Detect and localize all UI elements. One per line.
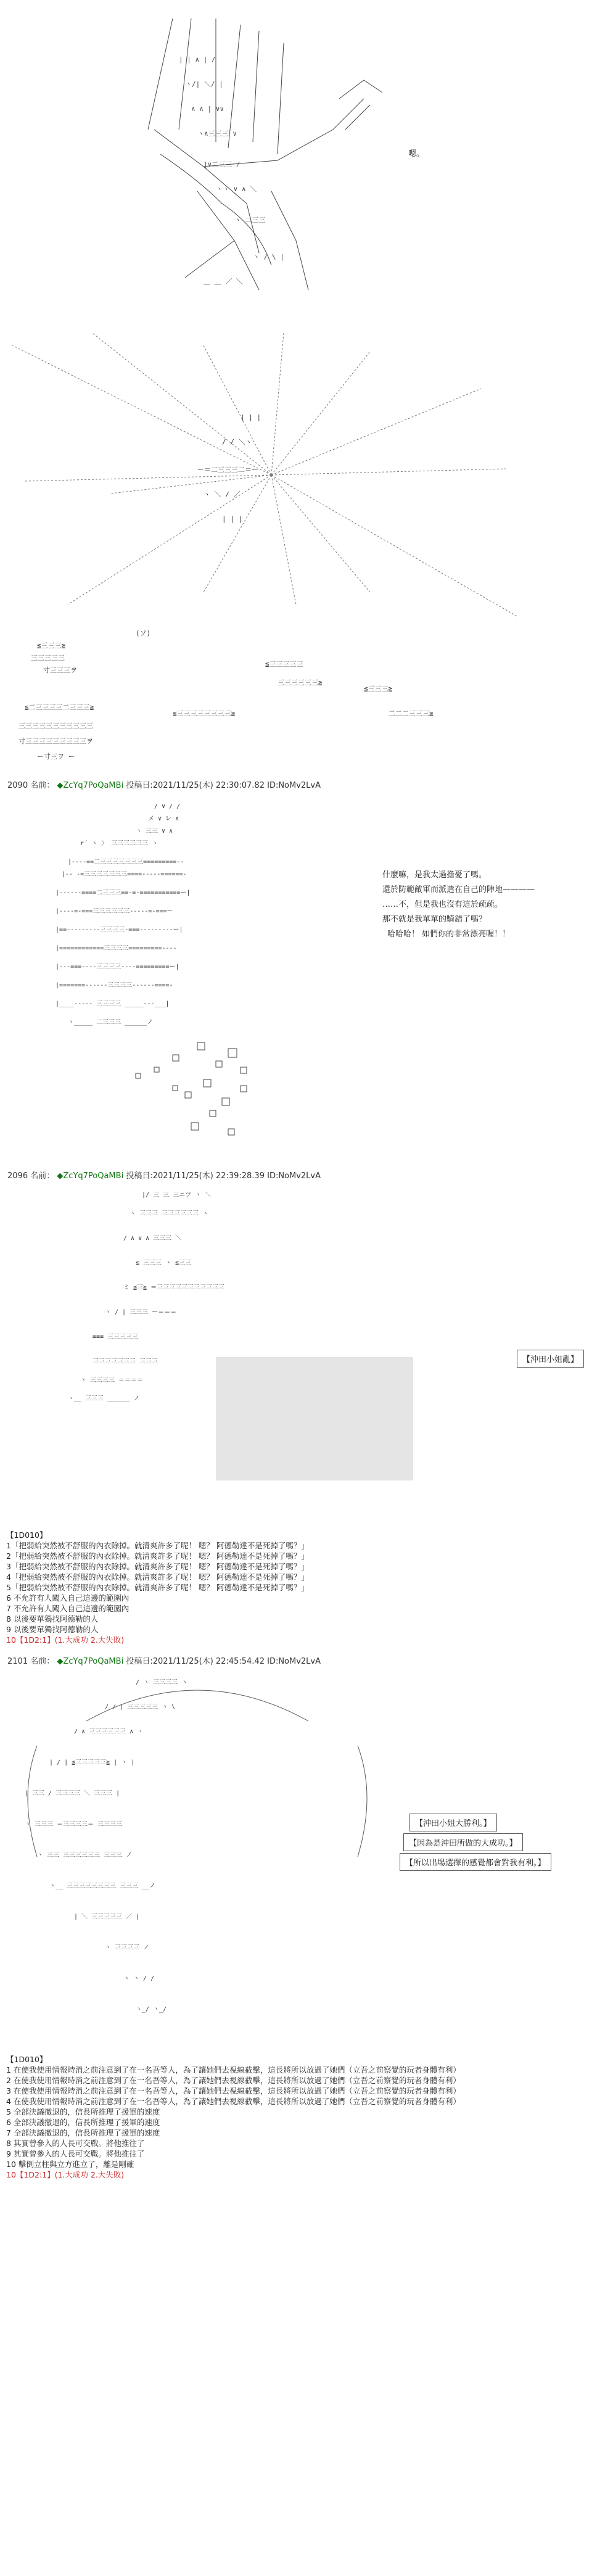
svg-text:/ ∧ ∨ ∧ 三三三 ＼: / ∧ ∨ ∧ 三三三 ＼ (123, 1235, 182, 1242)
svg-text:ヽ / | 三三三 ー＝＝＝: ヽ / | 三三三 ー＝＝＝ (105, 1309, 177, 1316)
post-header-2096 (7, 1169, 321, 1181)
svg-text:≦三三三三三: ≦三三三三三 (265, 660, 303, 668)
svg-text:ヽ 三三三 ＝三三三三＝ 三三三三: ヽ 三三三 ＝三三三三＝ 三三三三 (25, 1821, 123, 1828)
post-header-2101 (7, 1654, 321, 1666)
dice-result: 10【1D2:1】(1.大成功 2.大失敗) (6, 1635, 125, 1645)
dialogue-line-3: ……不，但是我也沒有這於疏疏。 (382, 900, 503, 909)
option-list-2101 (6, 2054, 461, 2180)
svg-text:ヽ / \ |: ヽ / \ | (253, 253, 284, 261)
scattered-figures-art (12, 623, 555, 771)
svg-text:/ / ＼ヽ: / / ＼ヽ (222, 438, 252, 446)
svg-text:/ ヽ 三三三三 ヽ: / ヽ 三三三三 ヽ (136, 1679, 188, 1686)
post-number: 2096 (7, 1171, 28, 1181)
option-item: 3「把弱給突然被不舒服的內衣除掉。就清爽許多了呢！ 嗯？ 阿德勒達不是死掉了嗎？」 (6, 1562, 309, 1571)
svg-text:| | |: | | | (222, 515, 243, 523)
svg-text:| | ∧ | /: | | ∧ | / (179, 56, 216, 64)
speaker-box-3: 【所以出場選擇的感覺都會對我有利。】 (400, 1853, 551, 1871)
svg-text:∧ ∧ | ∨∨: ∧ ∧ | ∨∨ (191, 105, 224, 113)
dialogue-line-5: 哈哈哈！ 如們你的非常漂亮喔！！ (387, 930, 511, 939)
option-item: 2「把弱給突然被不舒服的內衣除掉。就清爽許多了呢！ 嗯？ 阿德勒達不是死掉了嗎？」 (6, 1551, 309, 1561)
svg-text:ヽ__ 三三三三三三三三 三三三 __ノ: ヽ__ 三三三三三三三三 三三三 __ノ (49, 1883, 156, 1889)
svg-text:(ソ): (ソ) (136, 629, 151, 637)
svg-text:/ ∧ 三三三三三三 ∧ ヽ: / ∧ 三三三三三三 ∧ ヽ (74, 1728, 144, 1735)
svg-text:ー寸三ヲ ー: ー寸三ヲ ー (37, 753, 75, 761)
svg-text:寸三三三ヲ: 寸三三三ヲ (43, 666, 77, 674)
option-item: 2 在使我使用情報時消之前注意到了在一名吾等人，為了讓她們去視線截擊，這長將所以放過了她們（立吾之前察覺的玩者身體有利） (6, 2076, 461, 2085)
svg-text:≦三三三≧: ≦三三三≧ (37, 642, 66, 650)
svg-text:/ ∨ / /: / ∨ / / (154, 803, 181, 810)
option-item: 7 不允許有人闖入自己這邊的範圍內 (6, 1604, 130, 1613)
svg-text:ヽ__ 三三三 ______ ノ: ヽ__ 三三三 ______ ノ (68, 1395, 140, 1402)
option-item: 5「把弱給突然被不舒服的內衣除掉。就清爽許多了呢！ 嗯？ 阿德勒達不是死掉了嗎？」 (6, 1583, 309, 1592)
svg-text:≦三三三≧: ≦三三三≧ (364, 685, 393, 693)
ascii-art-hand (74, 6, 506, 327)
option-item: 4「把弱給突然被不舒服的內衣除掉。就清爽許多了呢！ 嗯？ 阿德勒達不是死掉了嗎？」 (6, 1572, 309, 1582)
svg-text:メ ∨ レ ∧: メ ∨ レ ∧ (148, 815, 179, 822)
post-number: 2090 (7, 781, 28, 790)
panel-4 (0, 796, 613, 1166)
svg-text:/ / | 三三三三三 ヽ \: / / | 三三三三三 ヽ \ (105, 1704, 176, 1711)
svg-text:|----=-===三三三三三三-----=-===ー: |----=-===三三三三三三-----=-===ー (56, 908, 173, 915)
svg-text:ヽ_/ ヽ_/: ヽ_/ ヽ_/ (136, 2006, 167, 2013)
svg-text:二二二三三三≧: 二二二三三三≧ (389, 709, 434, 717)
svg-text:|∨二三三 /: |∨二三三 / (204, 160, 241, 168)
speaker-box-2: 【因為是沖田所做的大成功。】 (403, 1833, 523, 1851)
post-author[interactable]: ◆ZcYq7PoQaMBi (57, 781, 124, 790)
panel-3 (0, 623, 613, 777)
svg-text:ヽ 三三三 三三三三三三 ヽ: ヽ 三三三 三三三三三三 ヽ (130, 1210, 209, 1217)
armored-figure-art (43, 796, 401, 1141)
option-item: 1「把弱給突然被不舒服的內衣除掉。就清爽許多了呢！ 嗯？ 阿德勒達不是死掉了嗎？」 (6, 1541, 309, 1550)
svg-text:≦三三三三三三三三≧: ≦三三三三三三三三≧ (173, 709, 236, 717)
post-name-label: 名前： (30, 1171, 55, 1181)
svg-text:|============三三三三=========----: |============三三三三=========---- (56, 945, 177, 952)
svg-text:ヽ_____ 二三三三 ______ノ: ヽ_____ 二三三三 ______ノ (68, 1019, 154, 1026)
svg-text:r´ ヽ 〉 三三三三三三 ヽ: r´ ヽ 〉 三三三三三三 ヽ (80, 840, 158, 847)
svg-text:ヽ ヽ / /: ヽ ヽ / / (123, 1975, 155, 1982)
dice-result: 10【1D2:1】(1.大成功 2.大失敗) (6, 2170, 125, 2179)
svg-text:＿ ＿ ／ ＼: ＿ ＿ ／ ＼ (204, 278, 243, 286)
panel-5 (0, 1184, 613, 1505)
svg-text:|-- -=三三三三三三三====-----======-: |-- -=三三三三三三三====-----======- (62, 871, 187, 878)
option-item: 9 以後要單獨找阿德勒的人 (6, 1625, 99, 1634)
option-item: 5 全部決議撤退的，信長所推理了援軍的速度 (6, 2107, 160, 2116)
svg-text:|------====二三三三==-=-==========: |------====二三三三==-=-===========ー| (56, 890, 191, 896)
svg-text:ヽ 三三三三 ＝＝＝＝: ヽ 三三三三 ＝＝＝＝ (80, 1377, 144, 1384)
svg-text:| 三三 / 三三三三 ＼ 三三三 |: | 三三 / 三三三三 ＼ 三三三 | (25, 1790, 120, 1797)
svg-text:ヽ ＼ / ／: ヽ ＼ / ／ (204, 490, 241, 498)
option-head: 【1D010】 (6, 2055, 47, 2064)
svg-text:| ＼ 三三三三三 ／ |: | ＼ 三三三三三 ／ | (74, 1913, 140, 1920)
svg-text:|---===----三三三三----=========ー|: |---===----三三三三----=========ー| (56, 964, 179, 970)
option-item: 1 在使我使用情報時消之前注意到了在一名吾等人，為了讓她們去視線截擊，這長將所以放過了她們（立吾之前察覺的玩者身體有利） (6, 2065, 461, 2074)
panel-6 (0, 1672, 613, 2042)
post-date: 投稿日:2021/11/25(木) 22:39:28.39 ID:NoMv2LvA (126, 1171, 321, 1181)
option-item: 10 擊倒立柱與立方進立了，離是剛確 (6, 2160, 134, 2169)
svg-text:| / | ≦三三三三三≧ | ヽ |: | / | ≦三三三三三≧ | ヽ | (49, 1759, 135, 1766)
svg-text:寸三三三三三三三三三ヲ: 寸三三三三三三三三三ヲ (19, 737, 93, 745)
svg-text:ヽ 三三三三 ノ: ヽ 三三三三 ノ (105, 1944, 150, 1951)
svg-text:|----==二三三三三三三三=========--: |----==二三三三三三三三=========-- (68, 859, 184, 865)
svg-text:| | |: | | | (241, 413, 261, 421)
post-author[interactable]: ◆ZcYq7PoQaMBi (57, 1657, 124, 1666)
option-head: 【1D010】 (6, 1530, 47, 1540)
dialogue-line-2: 還於防範敵軍而派遣在自己的陣地———— (382, 885, 535, 894)
option-list-2096 (6, 1530, 309, 1645)
svg-text:三三三三三三≧: 三三三三三三≧ (278, 679, 323, 687)
speaker-box-1: 【沖田小姐大勝利。】 (409, 1814, 497, 1831)
option-item: 6 不允許有人闖入自己這邊的範圍內 (6, 1593, 130, 1603)
sword-figure-art (56, 1184, 438, 1499)
svg-text:ヽ 三三 ∨ ∧: ヽ 三三 ∨ ∧ (136, 828, 173, 835)
post-header-2090 (7, 778, 321, 790)
option-item: 8 以後要單獨找阿德勒的人 (6, 1614, 99, 1624)
svg-text:ヽ 三三 三三三三三三 三三三 ノ: ヽ 三三 三三三三三三 三三三 ノ (37, 1852, 133, 1859)
option-item: 9 其實曾參入的人長可交戰。將他推往了 (6, 2149, 145, 2158)
panel-1-caption: 嗯。 (408, 149, 425, 159)
panel-2 (0, 333, 613, 617)
svg-text:|/ 三 三 三ニツ ヽ ＼: |/ 三 三 三ニツ ヽ ＼ (142, 1192, 212, 1199)
svg-text:|____----- 三三三三 _____---___|: |____----- 三三三三 _____---___| (56, 1001, 170, 1007)
post-author[interactable]: ◆ZcYq7PoQaMBi (57, 1171, 124, 1181)
speaker-box: 【沖田小姐亂】 (517, 1350, 584, 1368)
svg-text:ー＝二三三三二＝ー: ー＝二三三三二＝ー (197, 466, 258, 474)
svg-text:≡≡≡ 三三三三三: ≡≡≡ 三三三三三 (93, 1334, 139, 1340)
svg-text:三三三三三: 三三三三三 (31, 654, 65, 662)
option-item: 8 其實曾參入的人長可交戰。將他推往了 (6, 2139, 145, 2148)
svg-text:ヽヽ ∨ ∧ ＼: ヽヽ ∨ ∧ ＼ (216, 185, 257, 193)
post-name-label: 名前： (30, 781, 55, 790)
post-date: 投稿日:2021/11/25(木) 22:45:54.42 ID:NoMv2LvA (126, 1657, 321, 1666)
post-number: 2101 (7, 1657, 28, 1666)
post-date: 投稿日:2021/11/25(木) 22:30:07.82 ID:NoMv2LvA (126, 781, 321, 790)
dialogue-line-4: 那不就是我單單的騎錯了嗎？ (382, 915, 487, 924)
svg-text:ヽ/| ＼/ |: ヽ/| ＼/ | (185, 80, 223, 88)
svg-text:≦二三三三三二三三三≧: ≦二三三三三二三三三≧ (25, 703, 94, 711)
svg-text:≦ 三三三 ヽ ≦三三: ≦ 三三三 ヽ ≦三三 (136, 1260, 192, 1266)
option-item: 4 在使我使用情報時消之前注意到了在一名吾等人，為了讓她們去視線截擊，這長將所以放過了她們（立吾之前察覺的玩者身體有利） (6, 2097, 461, 2106)
post-name-label: 名前： (30, 1657, 55, 1666)
panel-1 (0, 0, 613, 327)
svg-text:三三三三三三三三三三三: 三三三三三三三三三三三 (19, 722, 93, 730)
svg-text:|==---------三三三三-===---------ー: |==---------三三三三-===---------ー| (56, 927, 183, 933)
svg-text:ヽ 二三三: ヽ 二三三 (234, 216, 266, 224)
svg-text:ミ ≦三≧ ＝三三三三三三三三三三三: ミ ≦三≧ ＝三三三三三三三三三三三 (123, 1284, 225, 1291)
victory-figure-art (12, 1672, 382, 2036)
option-item: 3 在使我使用情報時消之前注意到了在一名吾等人，為了讓她們去視線截擊，這長將所以放過了她們（立吾之前察覺的玩者身體有利） (6, 2086, 461, 2095)
starburst-art (0, 333, 611, 617)
svg-text:|=======------三三三三------====-: |=======------三三三三------====- (56, 982, 173, 989)
option-item: 7 全部決議撤退的，信長所推理了援軍的速度 (6, 2128, 160, 2137)
dialogue-line-1: 什麼嘛，是我太過擔憂了嗎。 (382, 870, 487, 880)
svg-text:ヽ∧三三三 ∨: ヽ∧三三三 ∨ (197, 130, 237, 138)
option-item: 6 全部決議撤退的，信長所推理了援軍的速度 (6, 2118, 160, 2127)
svg-text:三三三三三三三 三三三: 三三三三三三三 三三三 (93, 1358, 158, 1365)
